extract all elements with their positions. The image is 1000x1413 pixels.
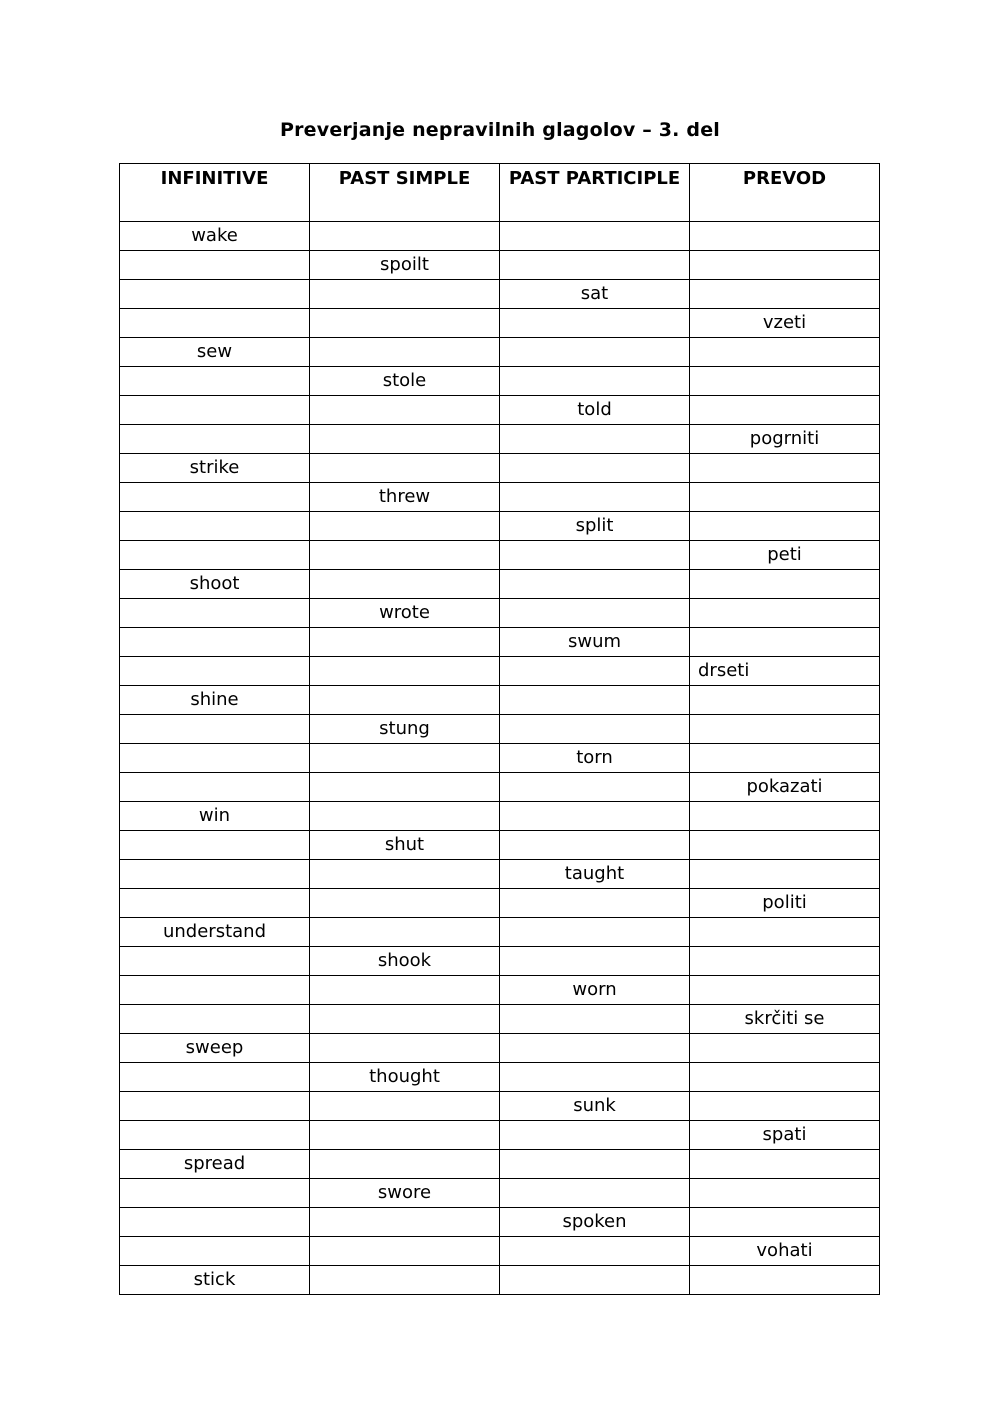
prevod-cell <box>690 947 880 976</box>
past-participle-cell <box>500 1034 690 1063</box>
infinitive-cell: strike <box>120 454 310 483</box>
past-participle-cell: worn <box>500 976 690 1005</box>
table-row <box>120 309 880 338</box>
infinitive-cell: shoot <box>120 570 310 599</box>
infinitive-cell <box>120 1237 310 1266</box>
past-participle-cell <box>500 1005 690 1034</box>
infinitive-cell <box>120 396 310 425</box>
infinitive-cell <box>120 367 310 396</box>
prevod-cell <box>690 1150 880 1179</box>
infinitive-cell <box>120 251 310 280</box>
past-simple-cell <box>310 1237 500 1266</box>
past-simple-cell <box>310 570 500 599</box>
table-row <box>120 222 880 251</box>
table-row <box>120 454 880 483</box>
past-participle-cell: swum <box>500 628 690 657</box>
past-simple-cell <box>310 280 500 309</box>
past-participle-cell <box>500 483 690 512</box>
prevod-cell <box>690 1266 880 1295</box>
past-simple-cell <box>310 1005 500 1034</box>
column-header-past-participle: PAST PARTICIPLE <box>500 164 690 222</box>
table-row <box>120 947 880 976</box>
infinitive-cell <box>120 483 310 512</box>
past-participle-cell <box>500 251 690 280</box>
past-simple-cell <box>310 1266 500 1295</box>
infinitive-cell <box>120 512 310 541</box>
table-row <box>120 1121 880 1150</box>
prevod-cell: pokazati <box>690 773 880 802</box>
table-row <box>120 425 880 454</box>
prevod-cell <box>690 280 880 309</box>
table-row <box>120 1092 880 1121</box>
prevod-cell: vohati <box>690 1237 880 1266</box>
past-participle-cell <box>500 425 690 454</box>
table-row <box>120 367 880 396</box>
table-row <box>120 976 880 1005</box>
page-title: Preverjanje nepravilnih glagolov – 3. del <box>279 119 720 141</box>
table-row <box>120 251 880 280</box>
past-simple-cell <box>310 338 500 367</box>
table-row <box>120 512 880 541</box>
past-simple-cell <box>310 802 500 831</box>
prevod-cell <box>690 1063 880 1092</box>
infinitive-cell <box>120 889 310 918</box>
past-simple-cell <box>310 454 500 483</box>
table-row <box>120 802 880 831</box>
irregular-verbs-table <box>119 163 880 1295</box>
prevod-cell <box>690 454 880 483</box>
past-participle-cell <box>500 1121 690 1150</box>
past-simple-cell: shook <box>310 947 500 976</box>
past-participle-cell <box>500 773 690 802</box>
past-participle-cell: torn <box>500 744 690 773</box>
past-simple-cell <box>310 657 500 686</box>
prevod-cell: skrčiti se <box>690 1005 880 1034</box>
prevod-cell <box>690 976 880 1005</box>
prevod-cell: politi <box>690 889 880 918</box>
past-simple-cell: stole <box>310 367 500 396</box>
infinitive-cell <box>120 860 310 889</box>
past-simple-cell <box>310 860 500 889</box>
infinitive-cell <box>120 1005 310 1034</box>
prevod-cell <box>690 222 880 251</box>
prevod-cell <box>690 1034 880 1063</box>
past-participle-cell <box>500 1179 690 1208</box>
infinitive-cell <box>120 599 310 628</box>
prevod-cell <box>690 686 880 715</box>
table-row <box>120 396 880 425</box>
prevod-cell <box>690 802 880 831</box>
past-simple-cell <box>310 1121 500 1150</box>
table-row <box>120 889 880 918</box>
table-row <box>120 686 880 715</box>
infinitive-cell <box>120 425 310 454</box>
infinitive-cell <box>120 541 310 570</box>
infinitive-cell: sew <box>120 338 310 367</box>
infinitive-cell <box>120 1121 310 1150</box>
past-participle-cell <box>500 599 690 628</box>
infinitive-cell <box>120 773 310 802</box>
past-simple-cell: wrote <box>310 599 500 628</box>
table-header-row <box>120 164 880 222</box>
past-simple-cell <box>310 976 500 1005</box>
infinitive-cell: shine <box>120 686 310 715</box>
table-row <box>120 744 880 773</box>
past-simple-cell <box>310 309 500 338</box>
prevod-cell <box>690 599 880 628</box>
prevod-cell <box>690 338 880 367</box>
past-simple-cell: threw <box>310 483 500 512</box>
past-simple-cell: swore <box>310 1179 500 1208</box>
prevod-cell <box>690 1208 880 1237</box>
past-simple-cell <box>310 222 500 251</box>
prevod-cell <box>690 483 880 512</box>
infinitive-cell: spread <box>120 1150 310 1179</box>
past-simple-cell <box>310 396 500 425</box>
table-row <box>120 1208 880 1237</box>
prevod-cell: drseti <box>690 657 880 686</box>
past-participle-cell <box>500 918 690 947</box>
infinitive-cell <box>120 715 310 744</box>
table-row <box>120 918 880 947</box>
table-row <box>120 1034 880 1063</box>
past-participle-cell <box>500 309 690 338</box>
table-row <box>120 570 880 599</box>
infinitive-cell <box>120 1179 310 1208</box>
past-simple-cell <box>310 1150 500 1179</box>
past-simple-cell: thought <box>310 1063 500 1092</box>
infinitive-cell <box>120 280 310 309</box>
table-row <box>120 831 880 860</box>
prevod-cell <box>690 396 880 425</box>
prevod-cell: spati <box>690 1121 880 1150</box>
infinitive-cell: stick <box>120 1266 310 1295</box>
prevod-cell: peti <box>690 541 880 570</box>
past-participle-cell <box>500 541 690 570</box>
past-participle-cell: sat <box>500 280 690 309</box>
past-simple-cell <box>310 1034 500 1063</box>
table-body <box>120 222 880 1295</box>
past-simple-cell <box>310 744 500 773</box>
prevod-cell: pogrniti <box>690 425 880 454</box>
table-row <box>120 338 880 367</box>
table-row <box>120 1179 880 1208</box>
table-row <box>120 280 880 309</box>
prevod-cell <box>690 918 880 947</box>
column-header-past-simple: PAST SIMPLE <box>310 164 500 222</box>
infinitive-cell <box>120 309 310 338</box>
past-participle-cell <box>500 831 690 860</box>
prevod-cell <box>690 715 880 744</box>
past-simple-cell <box>310 628 500 657</box>
infinitive-cell: win <box>120 802 310 831</box>
past-simple-cell <box>310 1092 500 1121</box>
past-simple-cell: shut <box>310 831 500 860</box>
table-row <box>120 628 880 657</box>
table-row <box>120 483 880 512</box>
past-simple-cell <box>310 918 500 947</box>
infinitive-cell <box>120 1092 310 1121</box>
past-participle-cell <box>500 889 690 918</box>
past-participle-cell <box>500 222 690 251</box>
past-simple-cell <box>310 686 500 715</box>
prevod-cell <box>690 744 880 773</box>
infinitive-cell <box>120 744 310 773</box>
table-row <box>120 1005 880 1034</box>
past-simple-cell <box>310 1208 500 1237</box>
prevod-cell <box>690 1179 880 1208</box>
prevod-cell <box>690 512 880 541</box>
table-row <box>120 1237 880 1266</box>
past-participle-cell <box>500 657 690 686</box>
past-simple-cell <box>310 889 500 918</box>
past-simple-cell <box>310 425 500 454</box>
infinitive-cell <box>120 976 310 1005</box>
infinitive-cell <box>120 831 310 860</box>
past-participle-cell <box>500 686 690 715</box>
prevod-cell <box>690 251 880 280</box>
past-participle-cell <box>500 1266 690 1295</box>
prevod-cell: vzeti <box>690 309 880 338</box>
past-simple-cell <box>310 512 500 541</box>
past-participle-cell: sunk <box>500 1092 690 1121</box>
past-participle-cell <box>500 715 690 744</box>
column-header-prevod: PREVOD <box>690 164 880 222</box>
infinitive-cell <box>120 947 310 976</box>
prevod-cell <box>690 1092 880 1121</box>
table-row <box>120 773 880 802</box>
table-row <box>120 1266 880 1295</box>
prevod-cell <box>690 367 880 396</box>
infinitive-cell <box>120 628 310 657</box>
table-row <box>120 715 880 744</box>
infinitive-cell <box>120 1208 310 1237</box>
past-participle-cell <box>500 802 690 831</box>
past-participle-cell: told <box>500 396 690 425</box>
past-participle-cell <box>500 947 690 976</box>
past-participle-cell <box>500 338 690 367</box>
infinitive-cell: wake <box>120 222 310 251</box>
past-participle-cell: taught <box>500 860 690 889</box>
past-participle-cell <box>500 454 690 483</box>
infinitive-cell: understand <box>120 918 310 947</box>
past-participle-cell <box>500 570 690 599</box>
past-participle-cell <box>500 1237 690 1266</box>
past-participle-cell <box>500 1150 690 1179</box>
table-row <box>120 1150 880 1179</box>
prevod-cell <box>690 570 880 599</box>
column-header-infinitive: INFINITIVE <box>120 164 310 222</box>
prevod-cell <box>690 860 880 889</box>
past-participle-cell <box>500 1063 690 1092</box>
past-simple-cell <box>310 773 500 802</box>
table-row <box>120 657 880 686</box>
past-simple-cell: stung <box>310 715 500 744</box>
infinitive-cell: sweep <box>120 1034 310 1063</box>
past-simple-cell: spoilt <box>310 251 500 280</box>
infinitive-cell <box>120 657 310 686</box>
prevod-cell <box>690 831 880 860</box>
past-participle-cell: split <box>500 512 690 541</box>
table-row <box>120 599 880 628</box>
table-row <box>120 1063 880 1092</box>
table-row <box>120 541 880 570</box>
table-row <box>120 860 880 889</box>
prevod-cell <box>690 628 880 657</box>
past-participle-cell <box>500 367 690 396</box>
infinitive-cell <box>120 1063 310 1092</box>
past-simple-cell <box>310 541 500 570</box>
past-participle-cell: spoken <box>500 1208 690 1237</box>
